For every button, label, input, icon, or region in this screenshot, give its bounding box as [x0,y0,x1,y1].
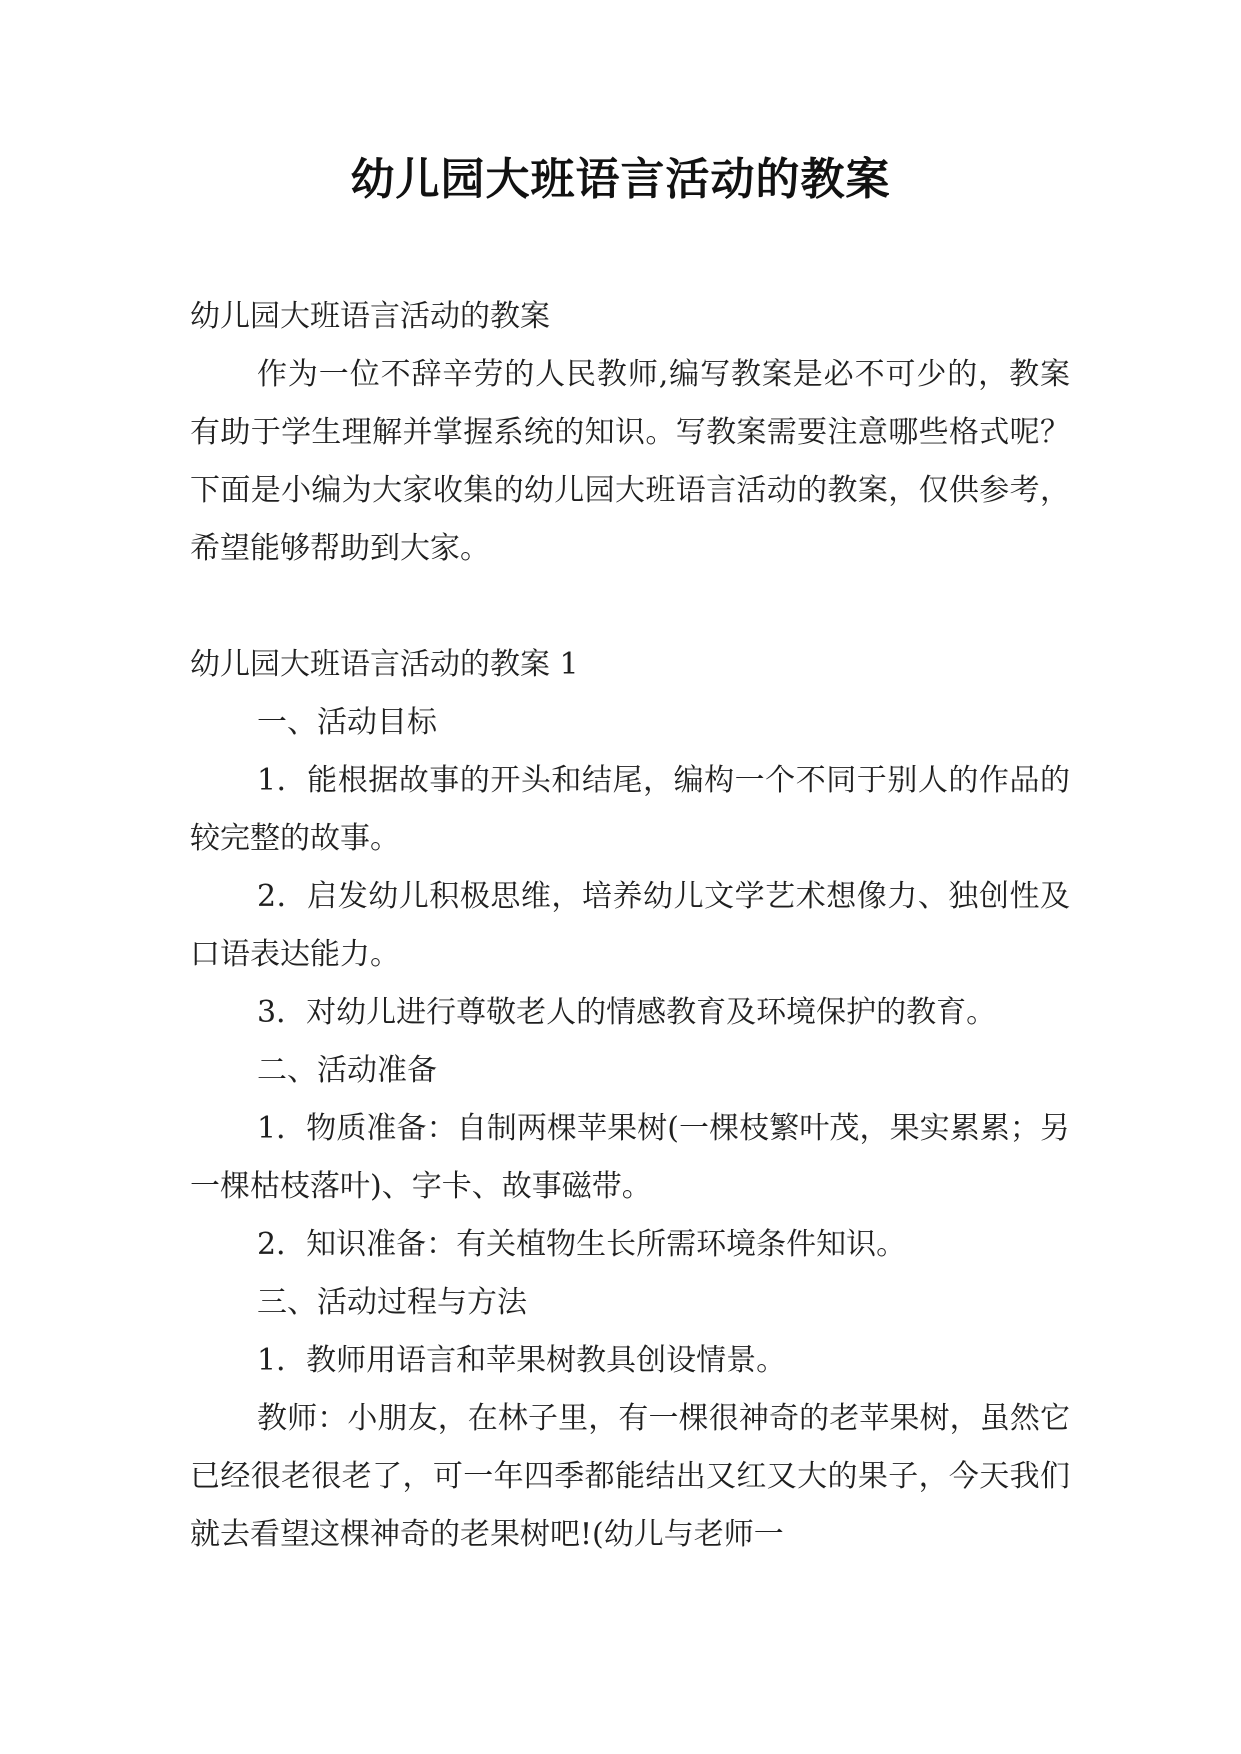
paragraph-process-heading: 三、活动过程与方法 [257,1285,527,1320]
paragraph-teacher-dialogue: 教师：小朋友，在林子里，有一棵很神奇的老苹果树，虽然它已经很老很老了，可一年四季都能结出又红又大的果子，今天我们就去看望这棵神奇的老果树吧!(幼儿与老师一 [190,1401,1070,1552]
section-heading: 幼儿园大班语言活动的教案 1 [190,647,579,682]
paragraph-intro: 作为一位不辞辛劳的人民教师,编写教案是必不可少的，教案有助于学生理解并掌握系统的知识。写教案需要注意哪些格式呢？下面是小编为大家收集的幼儿园大班语言活动的教案，仅供参考，希望能够帮助到大家。 [190,357,1070,566]
paragraph-preparation-heading: 二、活动准备 [257,1053,437,1088]
paragraph-preparation-1: 1．物质准备：自制两棵苹果树(一棵枝繁叶茂，果实累累；另一棵枯枝落叶)、字卡、故事磁带。 [190,1111,1070,1204]
document-body [190,288,1070,1564]
document-title: 幼儿园大班语言活动的教案 [350,154,891,205]
paragraph-objectives-heading: 一、活动目标 [257,705,437,740]
paragraph-objective-1: 1．能根据故事的开头和结尾，编构一个不同于别人的作品的较完整的故事。 [190,763,1070,856]
paragraph-heading: 幼儿园大班语言活动的教案 [190,299,550,334]
paragraph-process-1: 1．教师用语言和苹果树教具创设情景。 [257,1343,787,1378]
paragraph-preparation-2: 2．知识准备：有关植物生长所需环境条件知识。 [257,1227,907,1262]
paragraph-objective-3: 3．对幼儿进行尊敬老人的情感教育及环境保护的教育。 [257,995,997,1030]
paragraph-objective-2: 2．启发幼儿积极思维，培养幼儿文学艺术想像力、独创性及口语表达能力。 [190,879,1070,972]
